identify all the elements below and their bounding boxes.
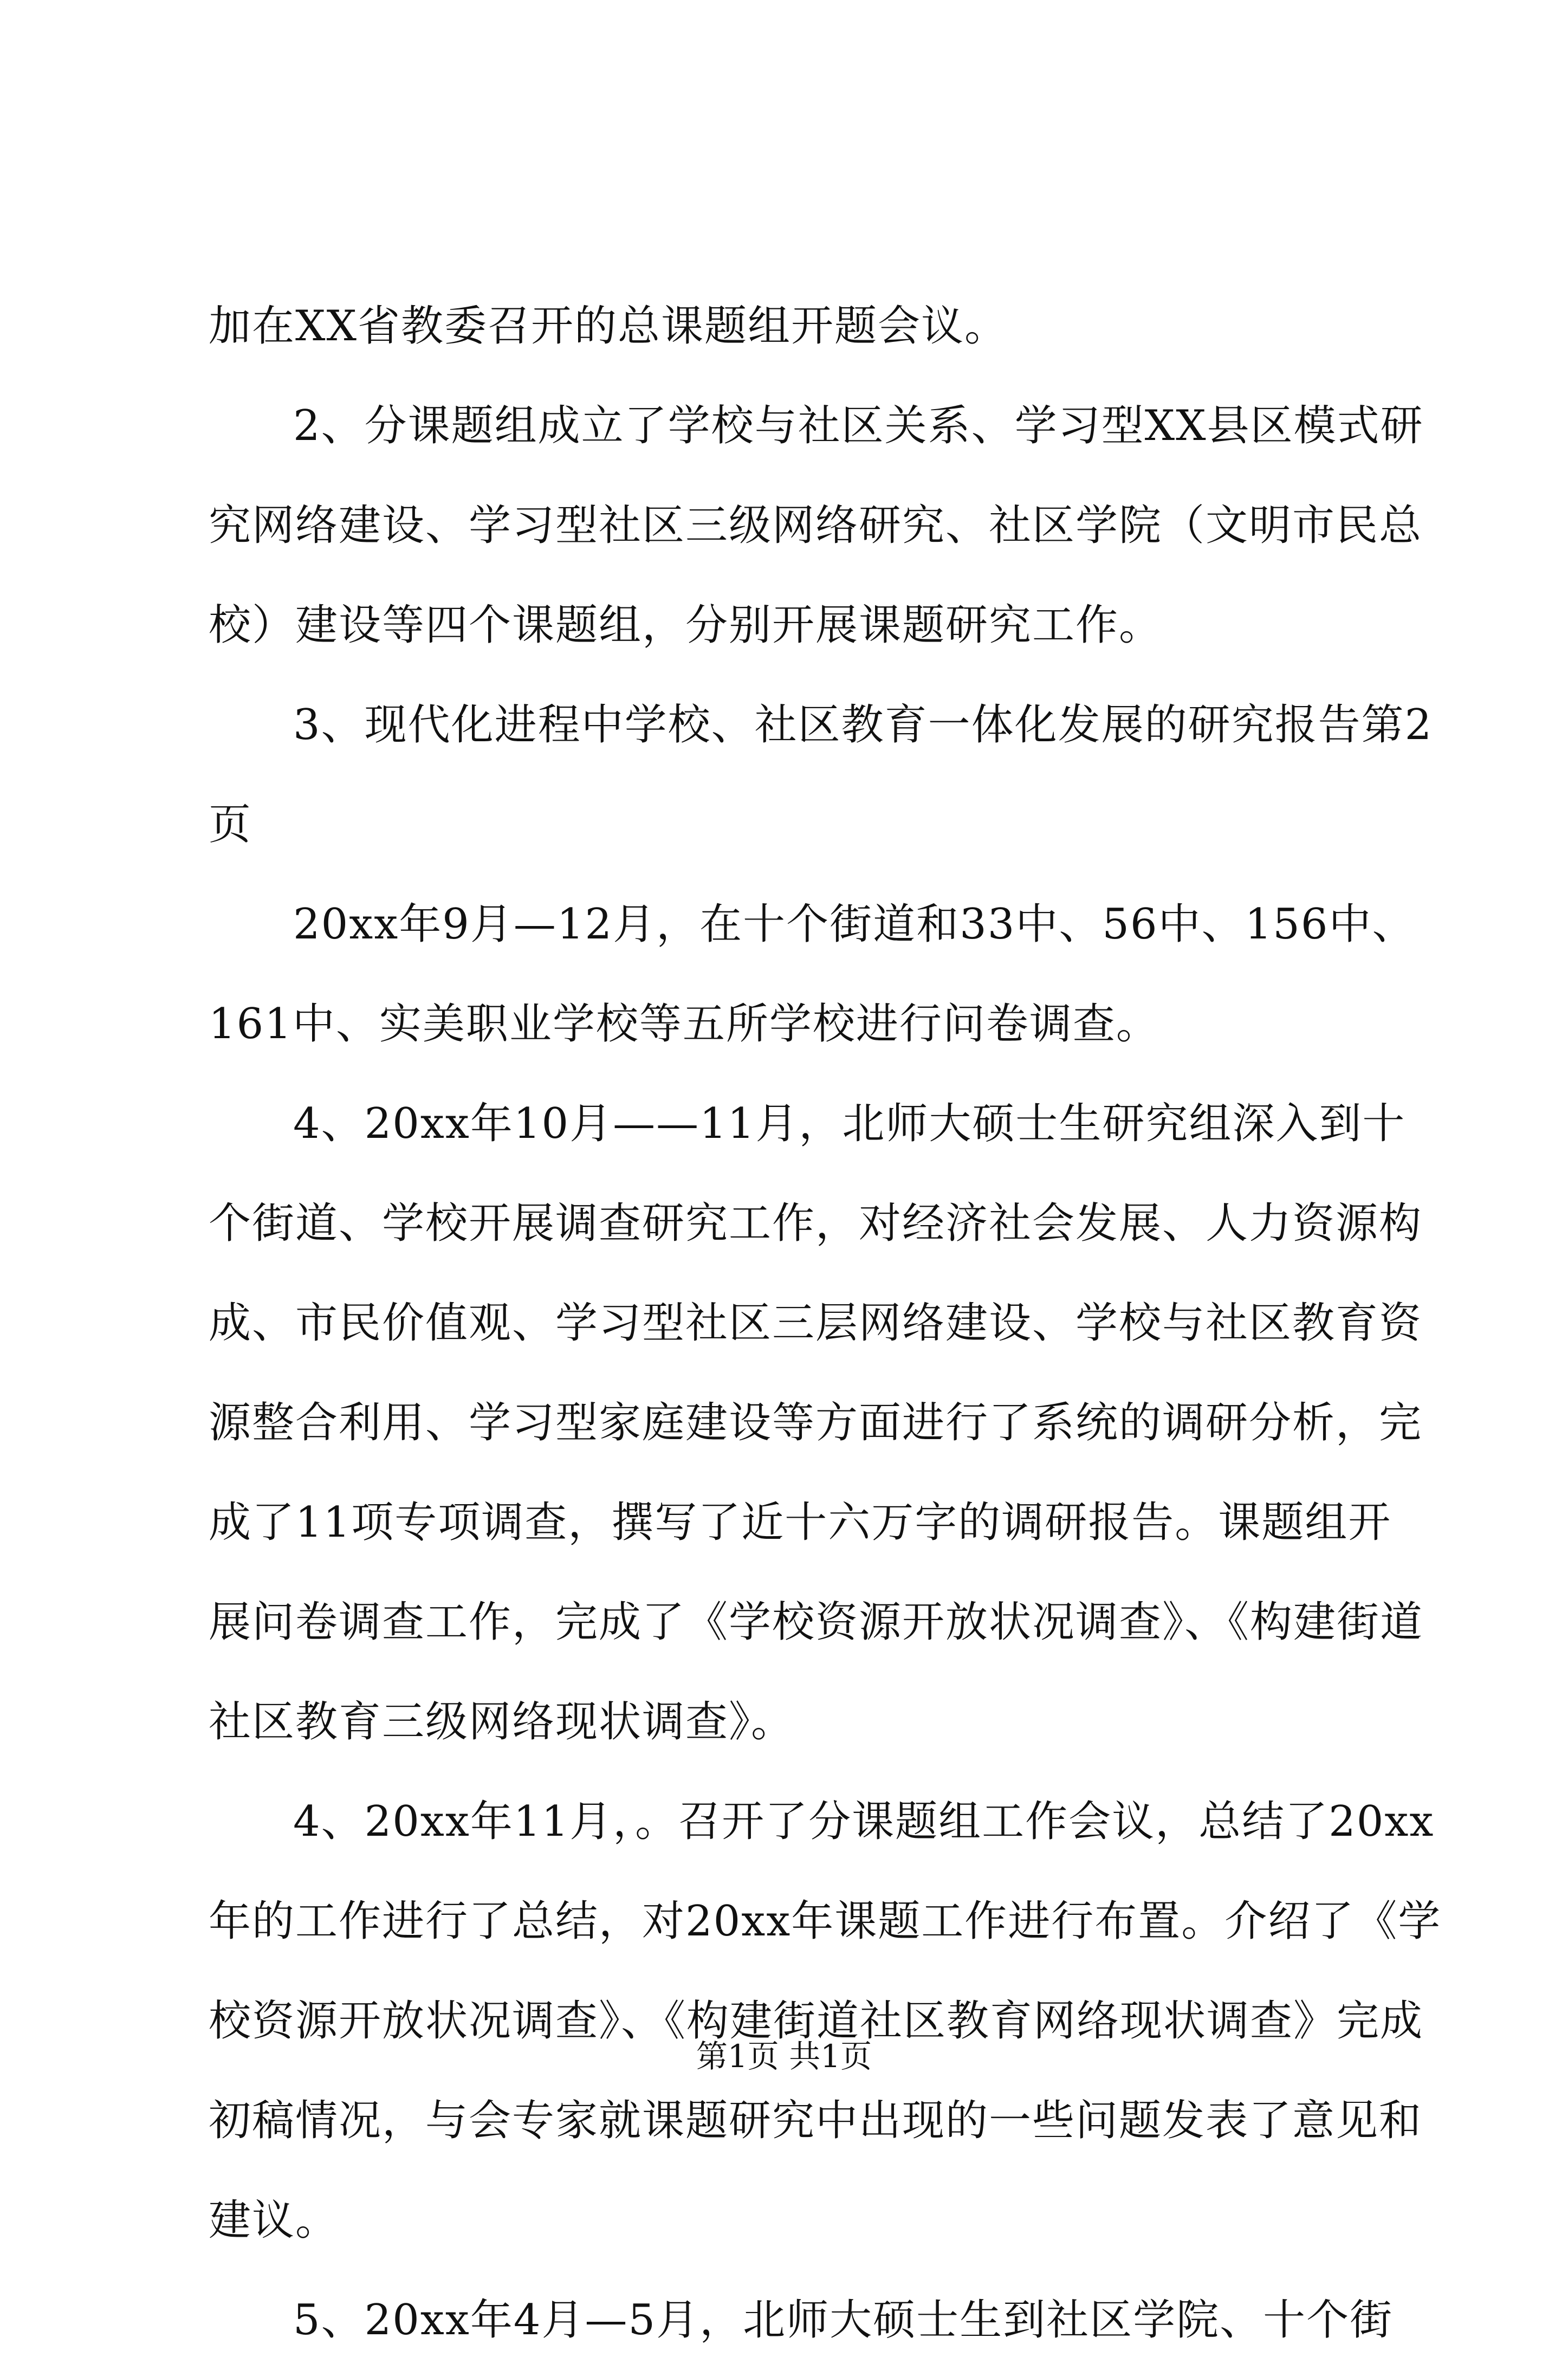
text-line: 建议。 bbox=[209, 2196, 339, 2245]
text-line: 究网络建设、学习型社区三级网络研究、社区学院（文明市民总 bbox=[209, 501, 1423, 550]
text-line: 20xx年9月—12月，在十个街道和33中、56中、156中、 bbox=[293, 900, 1416, 949]
text-line: 成、市民价值观、学习型社区三层网络建设、学校与社区教育资 bbox=[209, 1299, 1423, 1348]
text-line: 年的工作进行了总结，对20xx年课题工作进行布置。介绍了《学 bbox=[209, 1897, 1442, 1946]
page-footer bbox=[0, 2035, 1568, 2078]
text-line: 社区教育三级网络现状调查》。 bbox=[209, 1698, 795, 1746]
text-line: 校）建设等四个课题组，分别开展课题研究工作。 bbox=[209, 601, 1163, 650]
text-line: 161中、实美职业学校等五所学校进行问卷调查。 bbox=[209, 1000, 1159, 1048]
text-line: 5、20xx年4月—5月，北师大硕士生到社区学院、十个街 bbox=[293, 2296, 1394, 2345]
text-line: 校资源开放状况调查》、《构建街道社区教育网络现状调查》完成 bbox=[209, 1997, 1424, 2045]
text-line: 初稿情况，与会专家就课题研究中出现的一些问题发表了意见和 bbox=[209, 2096, 1423, 2145]
text-line: 3、现代化进程中学校、社区教育一体化发展的研究报告第2 bbox=[293, 701, 1433, 749]
page-number-label: 第1页 共1页 bbox=[696, 2038, 872, 2075]
text-line: 个街道、学校开展调查研究工作，对经济社会发展、人力资源构 bbox=[209, 1199, 1423, 1248]
text-line: 展问卷调查工作，完成了《学校资源开放状况调查》、《构建街道 bbox=[209, 1598, 1424, 1647]
text-line: 4、20xx年11月，。召开了分课题组工作会议，总结了20xx bbox=[293, 1797, 1435, 1846]
text-line: 成了11项专项调查，撰写了近十六万字的调研报告。课题组开 bbox=[209, 1498, 1392, 1547]
text-line: 源整合利用、学习型家庭建设等方面进行了系统的调研分析，完 bbox=[209, 1398, 1423, 1447]
text-line: 2、分课题组成立了学校与社区关系、学习型XX县区模式研 bbox=[293, 402, 1424, 450]
text-line: 4、20xx年10月——11月，北师大硕士生研究组深入到十 bbox=[293, 1099, 1406, 1148]
text-line: 页 bbox=[209, 800, 252, 849]
text-line: 加在XX省教委召开的总课题组开题会议。 bbox=[209, 302, 1008, 351]
